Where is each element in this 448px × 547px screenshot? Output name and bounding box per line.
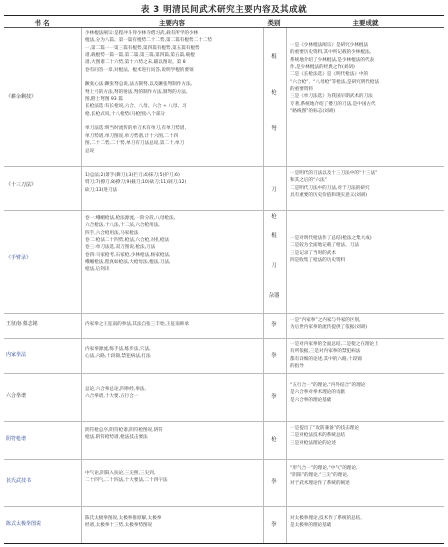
table-title: 表 3 明清民间武术研究主要内容及其成就 [140, 5, 308, 15]
book-title: 《耕余剩技》 [6, 94, 37, 100]
achievement-cell: 一是对内家拳的全面总结,二是使之在理论上 有所依据,三是对内家拳的禁犯病法 都有详细的论述,其中的六路,十段锦 的指导 [290, 342, 379, 370]
header-book: 书 名 [34, 19, 50, 27]
category-cell: 拳 [271, 322, 277, 328]
content-cell: 内家拳源流,练手法,练步法,穴法, 心法,六路,十段锦,禁犯病法,打法 [85, 347, 151, 360]
content-cell: 1)总法;2)萧手(舞刀);3)拦刀;4)抹刀;5)护刀;6) 劈刀;7)撩刀,8)撩刀;9)截刀;10)砍刀;11)剁刀;12) 砍刀;13)进刀法 [85, 173, 187, 193]
category-cell: 棍 枪 弩 [271, 54, 277, 132]
book-title: 内家拳法 [6, 352, 27, 358]
content-cell: 内家拳之王征南的拳法,其法自张三丰始,王征南师承 [85, 322, 189, 327]
book-title: 《十三刀法》 [6, 182, 37, 188]
top-rule [4, 15, 444, 16]
category-cell: 拳 [271, 522, 277, 528]
content-cell: 中气论,阴阳入扶论,三尖照,三尖到, 二十四气,二十四法,十大要法,二十四字法 [85, 471, 168, 484]
row-divider [4, 313, 444, 314]
content-cell: 少林棍法阐宗:是程冲斗拜少林寺僧习武,载有所学的少林 棍法,分为八篇。第一篇有棍势二十二势,第二篇有棍势二十二势 一,第二篇一一第三篇有棍势,第四篇有棍势,第五篇有棍势 谱,载棍势一篇一篇,第二篇,第三篇,第四篇,第五篇,载棍 谱,大图谱二十六势,第十六势之末,辅以图说。第 8 卷有问答一章,对棍法、棍术进行问答,说明学棍的要领 蹶张心法:蹶张弩总说,法古制弩,以及蹶张弩制作方法, 弩上弓的方法,弩的射法,弩的制作方法,制弩的方法, 图,附上弩图 93 篇 长枪法选:有长枪说,六合、八母、六合 + 八母、习 枪,长枪式说,十八枪势(马枪图)八个部分 单刀法选:明当时流传的单刀术有单刀,有单刀势谱, 单刀势谱,单刀图说,单刀势谱,计十六图,二十四 图,二十二势,二十势,单刀有刀法总说,第二十,单刀 总说 [85, 31, 212, 154]
header-rule [4, 27, 444, 28]
row-divider [4, 506, 444, 507]
book-title: 阴符枪谱 [6, 436, 27, 442]
row-divider [4, 338, 444, 339]
achievement-cell: 一是对明代枪法作了总结(枪法之集大成) 二是较为全面地记载了枪法、刀法 三是记录了当时的武术 四是收集了枪法的历史资料 [290, 236, 372, 264]
row-divider [4, 373, 444, 374]
header-category: 类别 [267, 19, 281, 27]
category-cell: 枪 [271, 437, 277, 443]
category-cell: 棍 刀 杂器 [268, 233, 280, 299]
book-title: 《手臂录》 [6, 255, 32, 261]
achievement-cell: 一是《少林棍法阐宗》是研究少林棍法 的重要历史资料,其中所记载的少林棍法, 系统地介绍了少林棍法,是少林棍法的代表 作,是少林棍法的经典之作(刘胡) 二是《长枪法选》是《明代枪法》中的 “六合枪”、“八母枪”等枪法,是研究明代枪法 的重要资料 三是《单刀法选》为我国早期武术的刀法 专著,系统地介绍了倭刀的刀法,是中国古代 “路线图”的标志(刘胡) [290, 43, 380, 115]
book-title: 六合拳谱 [6, 393, 27, 399]
book-title: 苌氏武技书 [6, 478, 32, 484]
achievement-cell: 对太极拳理论,技术作了系统的总结, 是太极拳的理论基础 [290, 516, 362, 529]
header-content: 主要内容 [159, 19, 185, 27]
achievement-cell: 一是明代的刀法以及十三刀法中的“十三法” 和其之后的“六法” 二是明代刀法中的刀法,对于刀法的研究 具有重要的历史价值和现实意义(刘胡) [290, 171, 378, 199]
achievement-cell: “形气合一”的理论,“中气”的理论, “阴阳”的理论,“三尖”的理论, 对于武术理论作了系统的阐述 [290, 466, 358, 486]
category-cell: 拳 [271, 353, 277, 359]
book-title: 王征南·墓志铭 [6, 321, 38, 327]
content-cell: 卷一:峨嵋枪法,枪法源流,一阶分段,八母枪法, 六合枪法,十八法,十二法,六合枪用法, 四手,六合枪用法,马家枪法 卷二:枪法二十四势,枪法,六合枪,对扎枪法 卷三:单刀法选,双刀图说,枪法,刀法 卷四:马家枪考,石家枪,少林枪法,杨家枪法, 峨嵋枪法,程真如枪法,大枪母法,棍法,刀法, 枪法,后剑诀 [85, 216, 176, 273]
content-cell: 陈氏太极拳图说,太极拳推原解,太极拳 经谱,太极拳十三势,太极拳势图说 [85, 516, 162, 529]
row-divider [4, 421, 444, 422]
row-divider [4, 166, 444, 167]
divider-achievement [286, 28, 287, 543]
achievement-cell: 一是提出了“攻防兼备”的技击理论 二是对枪法技术的系统总结 三是对枪法理论的论述 [290, 426, 360, 446]
category-cell: 拳 [271, 479, 277, 485]
content-cell: 总论,六合拳总论,四拳经,拳法, 六合拳谱,十大要,五行合一 [85, 387, 146, 400]
row-divider [4, 459, 444, 460]
header-achievement: 主要成就 [352, 19, 379, 27]
achievement-cell: “五行合一”的理论,“内外结合”的理论 是六合拳对拳术理论的贡献 是六合拳的理论基础 [290, 383, 366, 403]
category-cell: 拳 [271, 394, 277, 400]
bottom-rule [4, 543, 444, 544]
book-title: 陈式太极拳图说 [6, 521, 42, 527]
row-divider [4, 210, 444, 211]
content-cell: 阴符枪总序,阴符枪谱,阴符枪图说,阴符 枪法,阴符枪势谱,枪法技击要法 [85, 428, 163, 441]
achievement-cell: 一是“内家拳”之内家与外家的区别, 为后世内家拳的流传提供了依据(刘胡) [290, 318, 368, 331]
divider-book [81, 28, 82, 543]
category-cell: 刀 枪 [271, 187, 277, 220]
